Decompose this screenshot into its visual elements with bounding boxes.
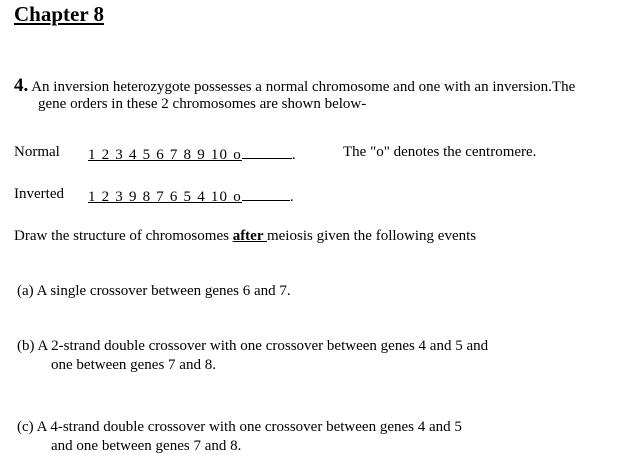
- part-b-line-1: (b) A 2-strand double crossover with one crossover between genes 4 and 5 and: [17, 338, 489, 354]
- normal-sequence: 1 2 3 4 5 6 7 8 9 10 o: [88, 147, 242, 163]
- question-line-2: gene orders in these 2 chromosomes are shown below-: [38, 96, 367, 112]
- instruction-emphasis: after: [232, 228, 267, 244]
- inverted-period: .: [289, 189, 294, 205]
- normal-label: Normal: [14, 144, 60, 160]
- question-text-1: An inversion heterozygote possesses a normal chromosome and one with an inversion.The: [31, 79, 576, 95]
- inverted-label: Inverted: [14, 186, 64, 202]
- part-a: (a) A single crossover between genes 6 and 7.: [17, 283, 291, 299]
- inverted-underline: [242, 186, 290, 201]
- question-number: 4.: [14, 75, 29, 96]
- part-c-line-1: (c) A 4-strand double crossover with one crossover between genes 4 and 5: [17, 419, 462, 435]
- normal-underline: [242, 144, 292, 159]
- instruction-after: meiosis given the following events: [266, 228, 477, 244]
- part-b-line-2: one between genes 7 and 8.: [51, 357, 216, 373]
- inverted-sequence-wrap: [88, 186, 294, 206]
- normal-period: .: [291, 147, 296, 163]
- question-line-1: [14, 75, 575, 97]
- instruction-before: Draw the structure of chromosomes: [14, 228, 233, 244]
- part-c-line-2: and one between genes 7 and 8.: [51, 438, 242, 454]
- instruction: [14, 228, 476, 245]
- chapter-title: Chapter 8: [14, 2, 105, 26]
- centromere-note: The "o" denotes the centromere.: [343, 144, 537, 160]
- normal-sequence-wrap: [88, 144, 296, 164]
- inverted-sequence: 1 2 3 9 8 7 6 5 4 10 o: [88, 189, 242, 205]
